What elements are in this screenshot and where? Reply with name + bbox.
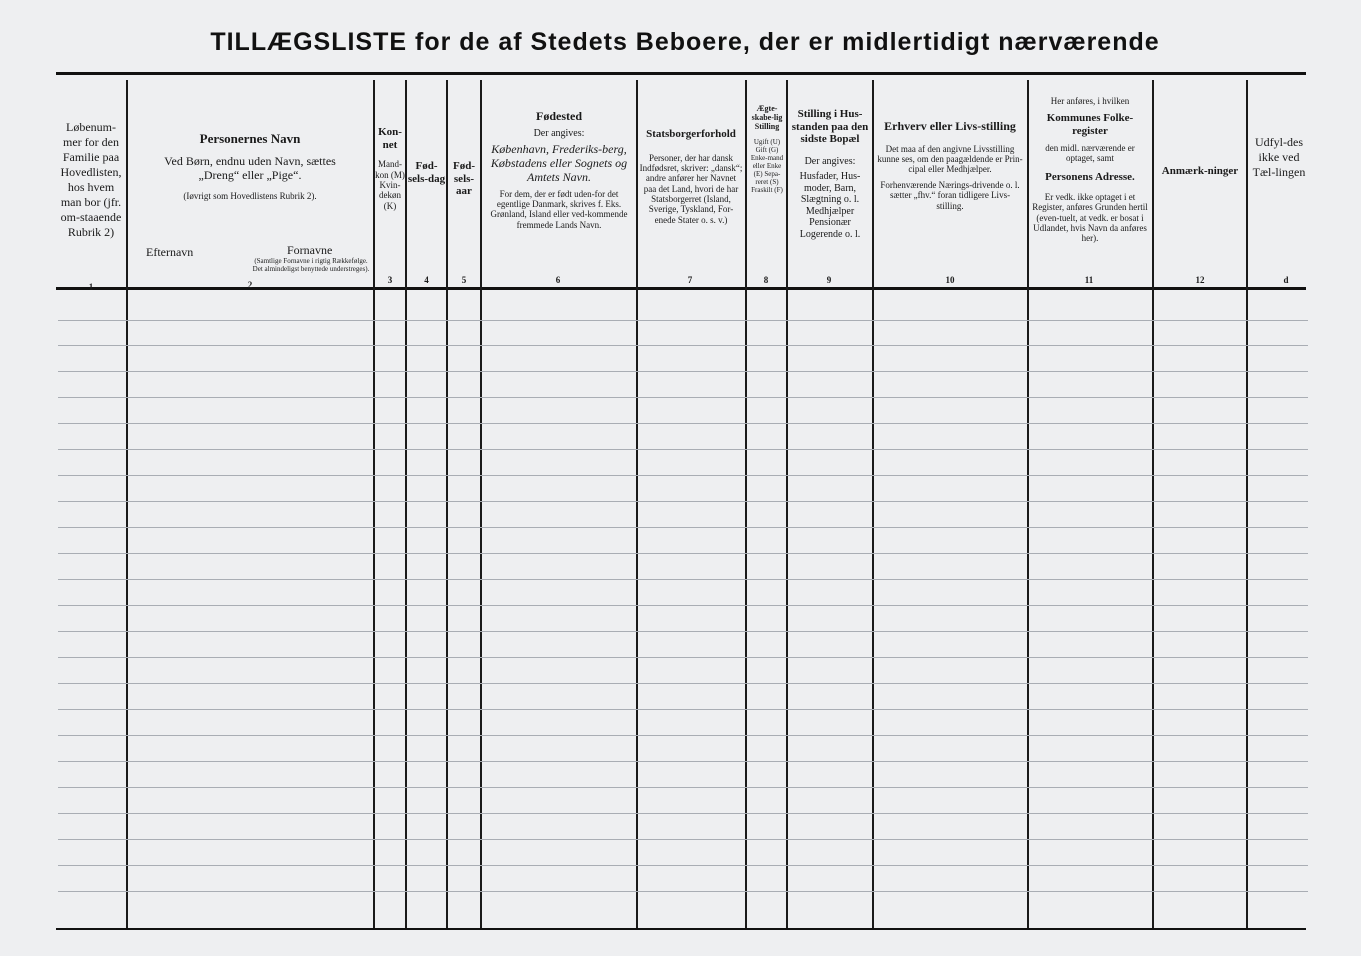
row-rule xyxy=(58,475,1308,476)
col6-number: 6 xyxy=(555,275,561,285)
col11-number: 11 xyxy=(1084,275,1094,285)
col1-number: 1 xyxy=(88,282,94,292)
col7-number: 7 xyxy=(687,275,693,285)
col-divider xyxy=(405,80,407,928)
row-rule xyxy=(58,683,1308,684)
col-divider xyxy=(446,80,448,928)
row-rule xyxy=(58,397,1308,398)
col-divider xyxy=(480,80,482,928)
col-divider xyxy=(126,80,128,928)
col12-header: Anmærk-ninger xyxy=(1161,165,1239,177)
row-rule xyxy=(58,891,1308,892)
row-rule xyxy=(58,735,1308,736)
col-divider xyxy=(786,80,788,928)
row-rule xyxy=(58,527,1308,528)
col2-number: 2 xyxy=(247,280,253,290)
row-rule xyxy=(58,709,1308,710)
row-rule xyxy=(58,605,1308,606)
row-rule xyxy=(58,501,1308,502)
col6-header: Fødested Der angives: København, Frederiks-berg, Købstadens eller Sognets og Amtets Navn. For dem, der er født uden-for det egentlige Danmark, skrives f. Eks. Grønland, Island eller ved-kommende fremmede Lands Navn. xyxy=(490,109,628,230)
row-rule xyxy=(58,813,1308,814)
row-rule xyxy=(58,553,1308,554)
row-rule xyxy=(58,787,1308,788)
col8-number: 8 xyxy=(763,275,769,285)
col-divider xyxy=(872,80,874,928)
col-divider xyxy=(745,80,747,928)
fornavne-label: Fornavne xyxy=(287,243,333,257)
top-rule xyxy=(56,72,1306,75)
row-rule xyxy=(58,631,1308,632)
col2-header: Personernes Navn Ved Børn, endnu uden Navn, sættes „Dreng“ eller „Pige“. (Iøvrigt som Hovedlistens Rubrik 2). xyxy=(164,131,336,201)
row-rule xyxy=(58,761,1308,762)
col5-header: Fød-sels-aar xyxy=(453,160,475,198)
row-rule xyxy=(58,449,1308,450)
col3-header: Kon-net Mand-kon (M) Kvin-dekøn (K) xyxy=(375,126,405,211)
row-rule xyxy=(58,839,1308,840)
cold-header: Udfyl-des ikke ved Tæl-lingen xyxy=(1252,135,1306,179)
efternavn-label: Efternavn xyxy=(146,245,194,259)
row-rule xyxy=(58,579,1308,580)
col9-number: 9 xyxy=(826,275,832,285)
col10-number: 10 xyxy=(945,275,955,285)
fornavne-note: (Samtlige Fornavne i rigtig Rækkefølge. Det almindeligst benyttede understreges). xyxy=(252,257,370,274)
row-rule xyxy=(58,865,1308,866)
row-rule xyxy=(58,657,1308,658)
col11-header: Her anføres, i hvilken Kommunes Folke-register den midl. nærværende er optaget, samt Personens Adresse. Er vedk. ikke optaget i et Register, anføres Grunden hertil (even-tuelt, at vedk. er bosat i Udlandet, hvis Navn da anføres her). xyxy=(1032,96,1148,244)
col-divider xyxy=(1152,80,1154,928)
row-rule xyxy=(58,423,1308,424)
col5-number: 5 xyxy=(461,275,467,285)
col1-header: Løbenum-mer for den Familie paa Hovedlisten, hos hvem man bor (jfr. om-staaende Rubrik 2) xyxy=(60,120,122,239)
col9-header: Stilling i Hus-standen paa den sidste Bopæl Der angives: Husfader, Hus-moder, Barn, Slægtning o. l. Medhjælper Pensionær Logerende o. l. xyxy=(791,108,869,240)
cold-number: d xyxy=(1283,275,1289,285)
col4-header: Fød-sels-dag xyxy=(407,160,446,185)
col3-number: 3 xyxy=(387,275,393,285)
row-rule xyxy=(58,345,1308,346)
col8-header: Ægte-skabe-lig Stilling Ugift (U) Gift (G) Enke-mand eller Enke (E) Sepa-reret (S) Fraskilt (F) xyxy=(750,104,784,194)
col10-header: Erhverv eller Livs-stilling Det maa af den angivne Livsstilling kunne ses, om den paagældende er Prin-cipal eller Medhjælper. Forhenværende Nærings-drivende o. l. sætter „fhv.“ foran tidligere Livs-stilling. xyxy=(877,119,1023,211)
col4-number: 4 xyxy=(424,275,429,285)
form-title: TILLÆGSLISTE for de af Stedets Beboere, der er midlertidigt nærværende xyxy=(210,28,1160,56)
row-rule xyxy=(58,371,1308,372)
bottom-rule xyxy=(56,928,1306,930)
col12-number: 12 xyxy=(1195,275,1205,285)
col-divider xyxy=(1027,80,1029,928)
col-divider xyxy=(1246,80,1248,928)
row-rule xyxy=(58,320,1308,321)
col7-header: Statsborgerforhold Personer, der har dansk Indfødsret, skriver: „dansk“; andre anfører her Navnet paa det Land, hvori de har Statsborgerret (Island, Sverige, Tyskland, For-enede Stater o. s. v.) xyxy=(639,128,743,225)
col-divider xyxy=(636,80,638,928)
